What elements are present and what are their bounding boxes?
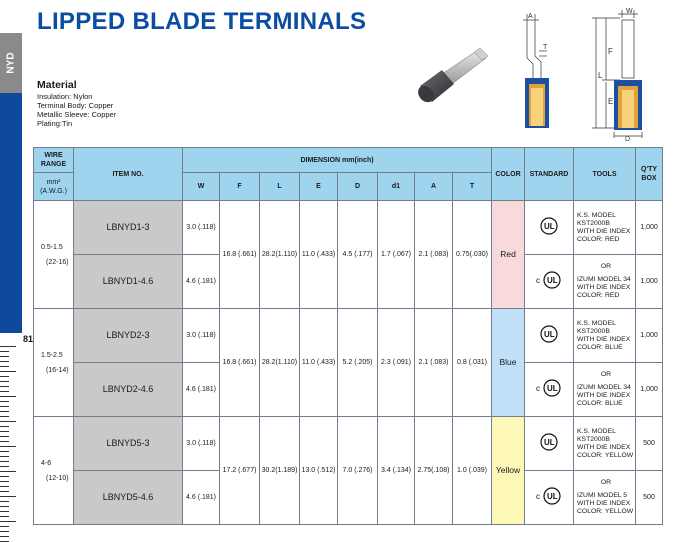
- dim-f: 16.8 (.661): [220, 201, 260, 309]
- dim-l: 28.2(1.110): [260, 201, 300, 309]
- header-col-l: L: [260, 173, 300, 201]
- ruler-tick: [0, 491, 9, 492]
- tools-line: IZUMI MODEL 5: [577, 492, 627, 499]
- svg-text:UL: UL: [544, 222, 555, 231]
- tools-line: KST2000B: [577, 327, 610, 335]
- tools-line: COLOR: YELLOW: [577, 451, 634, 459]
- diagram-label-w: W: [626, 8, 633, 15]
- ruler-tick: [0, 371, 16, 372]
- qty-cell: 1,000: [636, 309, 663, 363]
- item-number: LBNYD5-3: [74, 417, 183, 471]
- header-standard: STANDARD: [525, 148, 574, 201]
- tools-line: K.S. MODEL: [577, 427, 616, 435]
- tools-line: WITH DIE INDEX: [577, 284, 631, 291]
- tools-line: COLOR: RED: [577, 235, 620, 243]
- ruler-tick: [0, 536, 9, 537]
- dim-f: 16.8 (.661): [220, 309, 260, 417]
- dim-e: 11.0 (.433): [300, 201, 338, 309]
- material-block: [37, 79, 116, 128]
- ruler-tick: [0, 446, 16, 447]
- qty-cell: 1,000: [636, 363, 663, 417]
- standard-cell: [525, 255, 574, 309]
- cul-listed-icon: [536, 378, 562, 398]
- ruler-tick: [0, 441, 9, 442]
- ruler-tick: [0, 516, 9, 517]
- header-wire-range: WIRE RANGE: [34, 148, 74, 173]
- tools-line: K.S. MODEL: [577, 319, 616, 327]
- tools-line: WITH DIE INDEX: [577, 500, 631, 507]
- ruler-tick: [0, 466, 9, 467]
- ruler-tick: [0, 376, 9, 377]
- header-wire-unit-mm: mm²: [46, 178, 61, 186]
- wire-range-awg: (16-14): [46, 366, 69, 374]
- qty-cell: 500: [636, 471, 663, 525]
- wire-range-awg: (12-10): [46, 474, 69, 482]
- tools-line: IZUMI MODEL 34: [577, 384, 631, 391]
- table-row: [34, 309, 663, 363]
- standard-cell: [525, 417, 574, 471]
- header-wire-units: [34, 173, 74, 201]
- ruler-tick: [0, 521, 16, 522]
- tools-line: COLOR: BLUE: [577, 400, 623, 407]
- color-cell: Blue: [492, 309, 525, 417]
- tools-line: K.S. MODEL: [577, 211, 616, 219]
- dim-e: 11.0 (.433): [300, 309, 338, 417]
- ruler-tick: [0, 451, 9, 452]
- terminal-side-view-diagram: [513, 6, 563, 134]
- ruler-tick: [0, 531, 9, 532]
- header-qty: Q'TY: [640, 166, 658, 173]
- ruler-tick: [0, 436, 9, 437]
- material-line: Terminal Body: Copper: [37, 101, 114, 110]
- ruler-tick: [0, 461, 9, 462]
- wire-range-mm: 4-6: [41, 459, 52, 467]
- dim-w: 4.6 (.181): [183, 255, 220, 309]
- ruler-tick: [0, 511, 9, 512]
- diagram-label-d: D: [625, 136, 631, 142]
- table-row: [34, 417, 663, 471]
- ruler-tick: [0, 471, 16, 472]
- dim-t: 0.75(.030): [453, 201, 492, 309]
- page-number: 81: [23, 334, 34, 344]
- header-color: COLOR: [492, 148, 525, 201]
- wire-range-awg: (22-16): [46, 258, 69, 266]
- ruler-tick: [0, 481, 9, 482]
- tools-cell: [574, 201, 636, 255]
- material-line: Metallic Sleeve: Copper: [37, 110, 117, 119]
- cul-listed-icon: [536, 270, 562, 290]
- ruler-tick: [0, 506, 9, 507]
- standard-cell: [525, 471, 574, 525]
- cul-listed-icon: [536, 486, 562, 506]
- tools-cell: [574, 309, 636, 363]
- svg-text:UL: UL: [547, 276, 558, 285]
- header-dimension: DIMENSION mm(inch): [183, 148, 492, 173]
- tools-line: WITH DIE INDEX: [577, 335, 631, 343]
- ruler-tick: [0, 381, 9, 382]
- table-row: [34, 201, 663, 255]
- ruler-tick: [0, 456, 9, 457]
- ul-listed-icon: [539, 216, 559, 236]
- tools-or: OR: [600, 371, 612, 378]
- ruler-tick: [0, 351, 9, 352]
- diagram-label-l: L: [598, 71, 603, 80]
- tools-cell: [574, 255, 636, 309]
- ruler-tick: [0, 501, 9, 502]
- section-tab: [0, 33, 22, 93]
- ruler-tick: [0, 526, 9, 527]
- ruler-tick: [0, 406, 9, 407]
- diagram-label-t: T: [543, 44, 548, 51]
- color-cell: Yellow: [492, 417, 525, 525]
- header-col-d1: d1: [378, 173, 415, 201]
- ruler-tick: [0, 386, 9, 387]
- standard-cell: [525, 201, 574, 255]
- dim-t: 1.0 (.039): [453, 417, 492, 525]
- ruler-tick: [0, 426, 9, 427]
- ruler-tick: [0, 486, 9, 487]
- tools-line: WITH DIE INDEX: [577, 392, 631, 399]
- ruler-tick: [0, 401, 9, 402]
- header-col-f: F: [220, 173, 260, 201]
- tools-cell: [574, 417, 636, 471]
- dim-f: 17.2 (.677): [220, 417, 260, 525]
- dim-w: 3.0 (.118): [183, 417, 220, 471]
- item-number: LBNYD5-4.6: [74, 471, 183, 525]
- ruler-tick: [0, 416, 9, 417]
- diagram-label-a: A: [528, 13, 533, 20]
- page-title: LIPPED BLADE TERMINALS: [37, 8, 367, 35]
- dim-a: 2.75(.108): [415, 417, 453, 525]
- dim-e: 13.0 (.512): [300, 417, 338, 525]
- section-color-bar: [0, 93, 22, 333]
- item-number: LBNYD2-4.6: [74, 363, 183, 417]
- dim-a: 2.1 (.083): [415, 201, 453, 309]
- wire-range-mm: 1.5-2.5: [41, 351, 63, 359]
- svg-text:UL: UL: [544, 330, 555, 339]
- margin-ruler: [0, 346, 22, 541]
- dim-d1: 3.4 (.134): [378, 417, 415, 525]
- ruler-tick: [0, 361, 9, 362]
- ruler-tick: [0, 411, 9, 412]
- ruler-tick: [0, 396, 16, 397]
- ruler-tick: [0, 421, 16, 422]
- header-tools: TOOLS: [574, 148, 636, 201]
- wire-range-cell: [34, 417, 74, 525]
- svg-text:UL: UL: [547, 492, 558, 501]
- material-heading: Material: [37, 79, 77, 91]
- ruler-tick: [0, 496, 16, 497]
- ruler-tick: [0, 476, 9, 477]
- wire-range-cell: [34, 309, 74, 417]
- material-line: Insulation: Nylon: [37, 92, 93, 101]
- dim-d1: 1.7 (.067): [378, 201, 415, 309]
- dim-w: 4.6 (.181): [183, 363, 220, 417]
- svg-text:c: c: [536, 492, 540, 501]
- qty-cell: 1,000: [636, 201, 663, 255]
- terminal-photo: [412, 46, 492, 106]
- tools-or: OR: [600, 479, 612, 486]
- dim-l: 28.2(1.110): [260, 309, 300, 417]
- tools-line: COLOR: BLUE: [577, 343, 623, 351]
- item-number: LBNYD2-3: [74, 309, 183, 363]
- spec-table: [33, 147, 663, 525]
- material-line: Plating:Tin: [37, 119, 73, 128]
- terminal-front-view-diagram: [564, 4, 668, 142]
- tools-cell: [574, 363, 636, 417]
- dim-w: 4.6 (.181): [183, 471, 220, 525]
- header-wire-unit-awg: (A.W.G.): [40, 187, 67, 195]
- item-number: LBNYD1-4.6: [74, 255, 183, 309]
- standard-cell: [525, 309, 574, 363]
- dim-d: 7.0 (.276): [338, 417, 378, 525]
- dim-l: 30.2(1.189): [260, 417, 300, 525]
- wire-range-mm: 0.5-1.5: [41, 243, 63, 251]
- ruler-tick: [0, 431, 9, 432]
- diagram-label-e: E: [608, 97, 614, 106]
- dim-d: 5.2 (.205): [338, 309, 378, 417]
- ul-listed-icon: [539, 432, 559, 452]
- header-col-a: A: [415, 173, 453, 201]
- item-number: LBNYD1-3: [74, 201, 183, 255]
- dim-t: 0.8 (.031): [453, 309, 492, 417]
- svg-text:UL: UL: [544, 438, 555, 447]
- dim-w: 3.0 (.118): [183, 201, 220, 255]
- tools-cell: [574, 471, 636, 525]
- standard-cell: [525, 363, 574, 417]
- header-col-w: W: [183, 173, 220, 201]
- diagram-label-f: F: [608, 47, 613, 56]
- ul-listed-icon: [539, 324, 559, 344]
- tools-line: WITH DIE INDEX: [577, 443, 631, 451]
- svg-text:c: c: [536, 276, 540, 285]
- tools-or: OR: [600, 263, 612, 270]
- dim-w: 3.0 (.118): [183, 309, 220, 363]
- tools-line: IZUMI MODEL 34: [577, 276, 631, 283]
- dim-d1: 2.3 (.091): [378, 309, 415, 417]
- header-col-d: D: [338, 173, 378, 201]
- header-qty-box: [636, 148, 663, 201]
- ruler-tick: [0, 391, 9, 392]
- dim-d: 4.5 (.177): [338, 201, 378, 309]
- qty-cell: 500: [636, 417, 663, 471]
- qty-cell: 1,000: [636, 255, 663, 309]
- header-col-e: E: [300, 173, 338, 201]
- dim-a: 2.1 (.083): [415, 309, 453, 417]
- header-box: BOX: [641, 175, 657, 182]
- tools-line: KST2000B: [577, 219, 610, 227]
- tools-line: COLOR: YELLOW: [577, 508, 634, 515]
- header-col-t: T: [453, 173, 492, 201]
- ruler-tick: [0, 346, 16, 347]
- svg-text:UL: UL: [547, 384, 558, 393]
- left-margin: [0, 0, 22, 541]
- section-tab-label: NYD: [5, 52, 17, 74]
- wire-range-cell: [34, 201, 74, 309]
- ruler-tick: [0, 356, 9, 357]
- tools-line: WITH DIE INDEX: [577, 227, 631, 235]
- svg-text:c: c: [536, 384, 540, 393]
- tools-line: COLOR: RED: [577, 292, 620, 299]
- tools-line: KST2000B: [577, 435, 610, 443]
- color-cell: Red: [492, 201, 525, 309]
- header-item-no: ITEM NO.: [74, 148, 183, 201]
- ruler-tick: [0, 366, 9, 367]
